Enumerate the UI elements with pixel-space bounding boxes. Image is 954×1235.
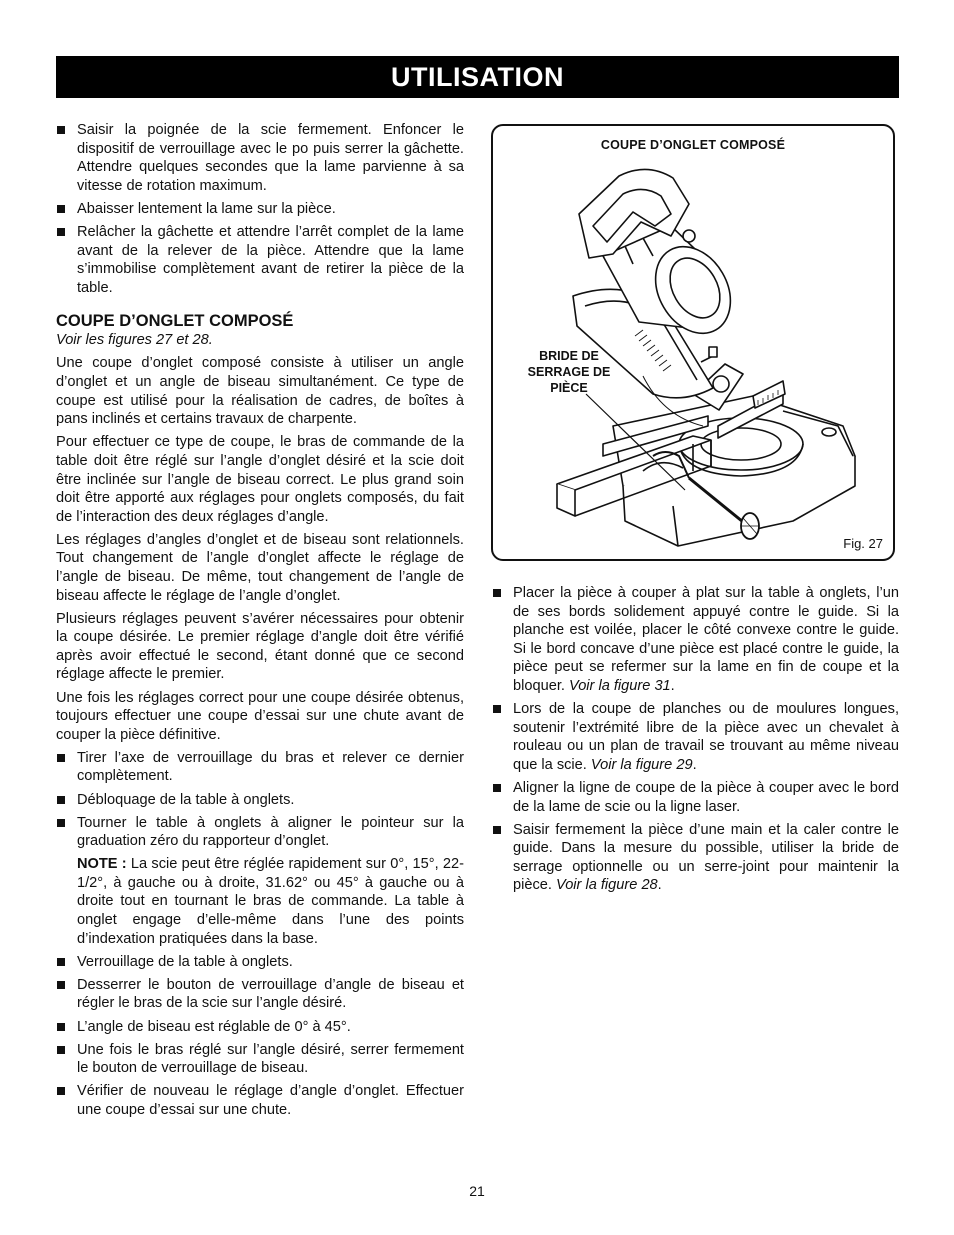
left-column bbox=[56, 121, 464, 1124]
punctuation: . bbox=[670, 677, 675, 694]
punctuation: . bbox=[657, 877, 662, 894]
figure-reference: Voir la figure 28 bbox=[556, 877, 658, 894]
page-title-banner bbox=[56, 56, 899, 98]
note-label: NOTE : bbox=[77, 856, 127, 873]
page-title: UTILISATION bbox=[391, 62, 564, 92]
list-item bbox=[492, 584, 899, 696]
callout-line: SERRAGE DE bbox=[527, 365, 611, 379]
section-heading: COUPE D’ONGLET COMPOSÉ bbox=[56, 312, 294, 331]
list-item: Desserrer le bouton de verrouillage d’angle de biseau et régler le bras de la scie sur l’angle désiré. bbox=[56, 976, 464, 1013]
list-item-text: Placer la pièce à couper à plat sur la table à onglets, l’un de ses bords solidement appuyé contre le guide. Si la planche est voilée, placer le côté convexe contre le guide. Si le bord concave d’une pièce est placé contre le guide, la pièce peut se refermer sur la lame en fin de coupe et la bloquer. bbox=[513, 585, 899, 694]
list-item bbox=[492, 821, 899, 895]
list-item: Verrouillage de la table à onglets. bbox=[56, 953, 464, 972]
list-item: Abaisser lentement la lame sur la pièce. bbox=[56, 200, 464, 219]
list-item-text: Lors de la coupe de planches ou de moulures longues, soutenir l’extrémité libre de la pièce avec un chevalet à rouleau ou un plan de travail se trouvant au même niveau que la scie. bbox=[513, 701, 899, 773]
miter-saw-illustration bbox=[493, 126, 893, 558]
list-item: Tourner le table à onglets à aligner le pointeur sur la graduation zéro du rapporteur d’onglet. bbox=[56, 814, 464, 851]
callout-line: BRIDE DE bbox=[539, 349, 599, 363]
list-item: Tirer l’axe de verrouillage du bras et relever ce dernier complètement. bbox=[56, 749, 464, 786]
paragraph: Les réglages d’angles d’onglet et de biseau sont relationnels. Tout changement de l’angle d’onglet affecte le réglage de l’angle de biseau. De même, tout changement de l’angle de biseau affecte le réglage de l’angle d’onglet. bbox=[56, 531, 464, 604]
punctuation: . bbox=[692, 756, 697, 773]
callout-line: PIÈCE bbox=[550, 381, 588, 395]
paragraph: Plusieurs réglages peuvent s’avérer nécessaires pour obtenir la coupe désirée. Le premier réglage d’angle doit être vérifié après avoir effectué le second, étant donné que ce second réglage affecte le premier. bbox=[56, 610, 464, 683]
figure-reference: Voir la figure 29 bbox=[590, 756, 693, 773]
list-item-text: Saisir fermement la pièce d’une main et la caler contre le guide. Dans la mesure du possible, utiliser la bride de serrage optionnelle ou un serre-joint pour maintenir la pièce. bbox=[513, 821, 899, 894]
list-item: Relâcher la gâchette et attendre l’arrêt complet de la lame avant de la relever de la pièce. Attendre que la lame s’immobilise complètement avant de retirer la pièce de la table. bbox=[56, 223, 464, 297]
list-item: Vérifier de nouveau le réglage d’angle d’onglet. Effectuer une coupe d’essai sur une chute. bbox=[56, 1082, 464, 1119]
list-item: Saisir la poignée de la scie fermement. Enfoncer le dispositif de verrouillage avec le po puis serrer la gâchette. Attendre quelques secondes que la lame parvienne à sa vitesse de rotation maximum. bbox=[56, 121, 464, 195]
note-text: La scie peut être réglée rapidement sur 0°, 15°, 22-1/2°, à gauche ou à droite, 31.62° ou 45° à gauche ou à droite tout en tournant le bras de commande. La table à onglet engage d’elle-même dans l’une des points d’indexation pratiquées dans la base. bbox=[77, 856, 464, 947]
figure-reference: Voir la figure 31 bbox=[569, 677, 671, 694]
paragraph: Une coupe d’onglet composé consiste à utiliser un angle d’onglet et un angle de biseau simultanément. Ce type de coupe est utilisé pour la réalisation de cadres, de boîtes à pans inclinés et certains travaux de charpente. bbox=[56, 355, 464, 428]
paragraph: Pour effectuer ce type de coupe, le bras de commande de la table doit être réglé sur l’angle d’onglet désiré et la scie doit être inclinée sur l’angle de biseau correct. Le plus grand soin doit être apporté aux réglages pour onglets composés, du fait de l’interaction des deux réglages d’angle. bbox=[56, 434, 464, 525]
figure-27-box bbox=[491, 124, 895, 561]
note bbox=[77, 855, 464, 948]
right-column bbox=[492, 584, 899, 900]
section-figure-reference: Voir les figures 27 et 28. bbox=[56, 332, 213, 349]
list-item bbox=[492, 700, 899, 774]
figure-callout-label bbox=[519, 348, 619, 396]
list-item-text: Aligner la ligne de coupe de la pièce à couper avec le bord de la lame de scie ou la ligne laser. bbox=[513, 779, 899, 815]
figure-title: COUPE D’ONGLET COMPOSÉ bbox=[600, 138, 786, 152]
list-item: Débloquage de la table à onglets. bbox=[56, 791, 464, 810]
page-number: 21 bbox=[469, 1183, 485, 1199]
list-item bbox=[492, 779, 899, 816]
paragraph: Une fois les réglages correct pour une coupe désirée obtenus, toujours effectuer une coupe d’essai sur une chute avant de couper la pièce définitive. bbox=[56, 689, 464, 743]
list-item: Une fois le bras réglé sur l’angle désiré, serrer fermement le bouton de verrouillage de biseau. bbox=[56, 1041, 464, 1078]
figure-number: Fig. 27 bbox=[843, 536, 883, 551]
list-item: L’angle de biseau est réglable de 0° à 45°. bbox=[56, 1018, 464, 1037]
